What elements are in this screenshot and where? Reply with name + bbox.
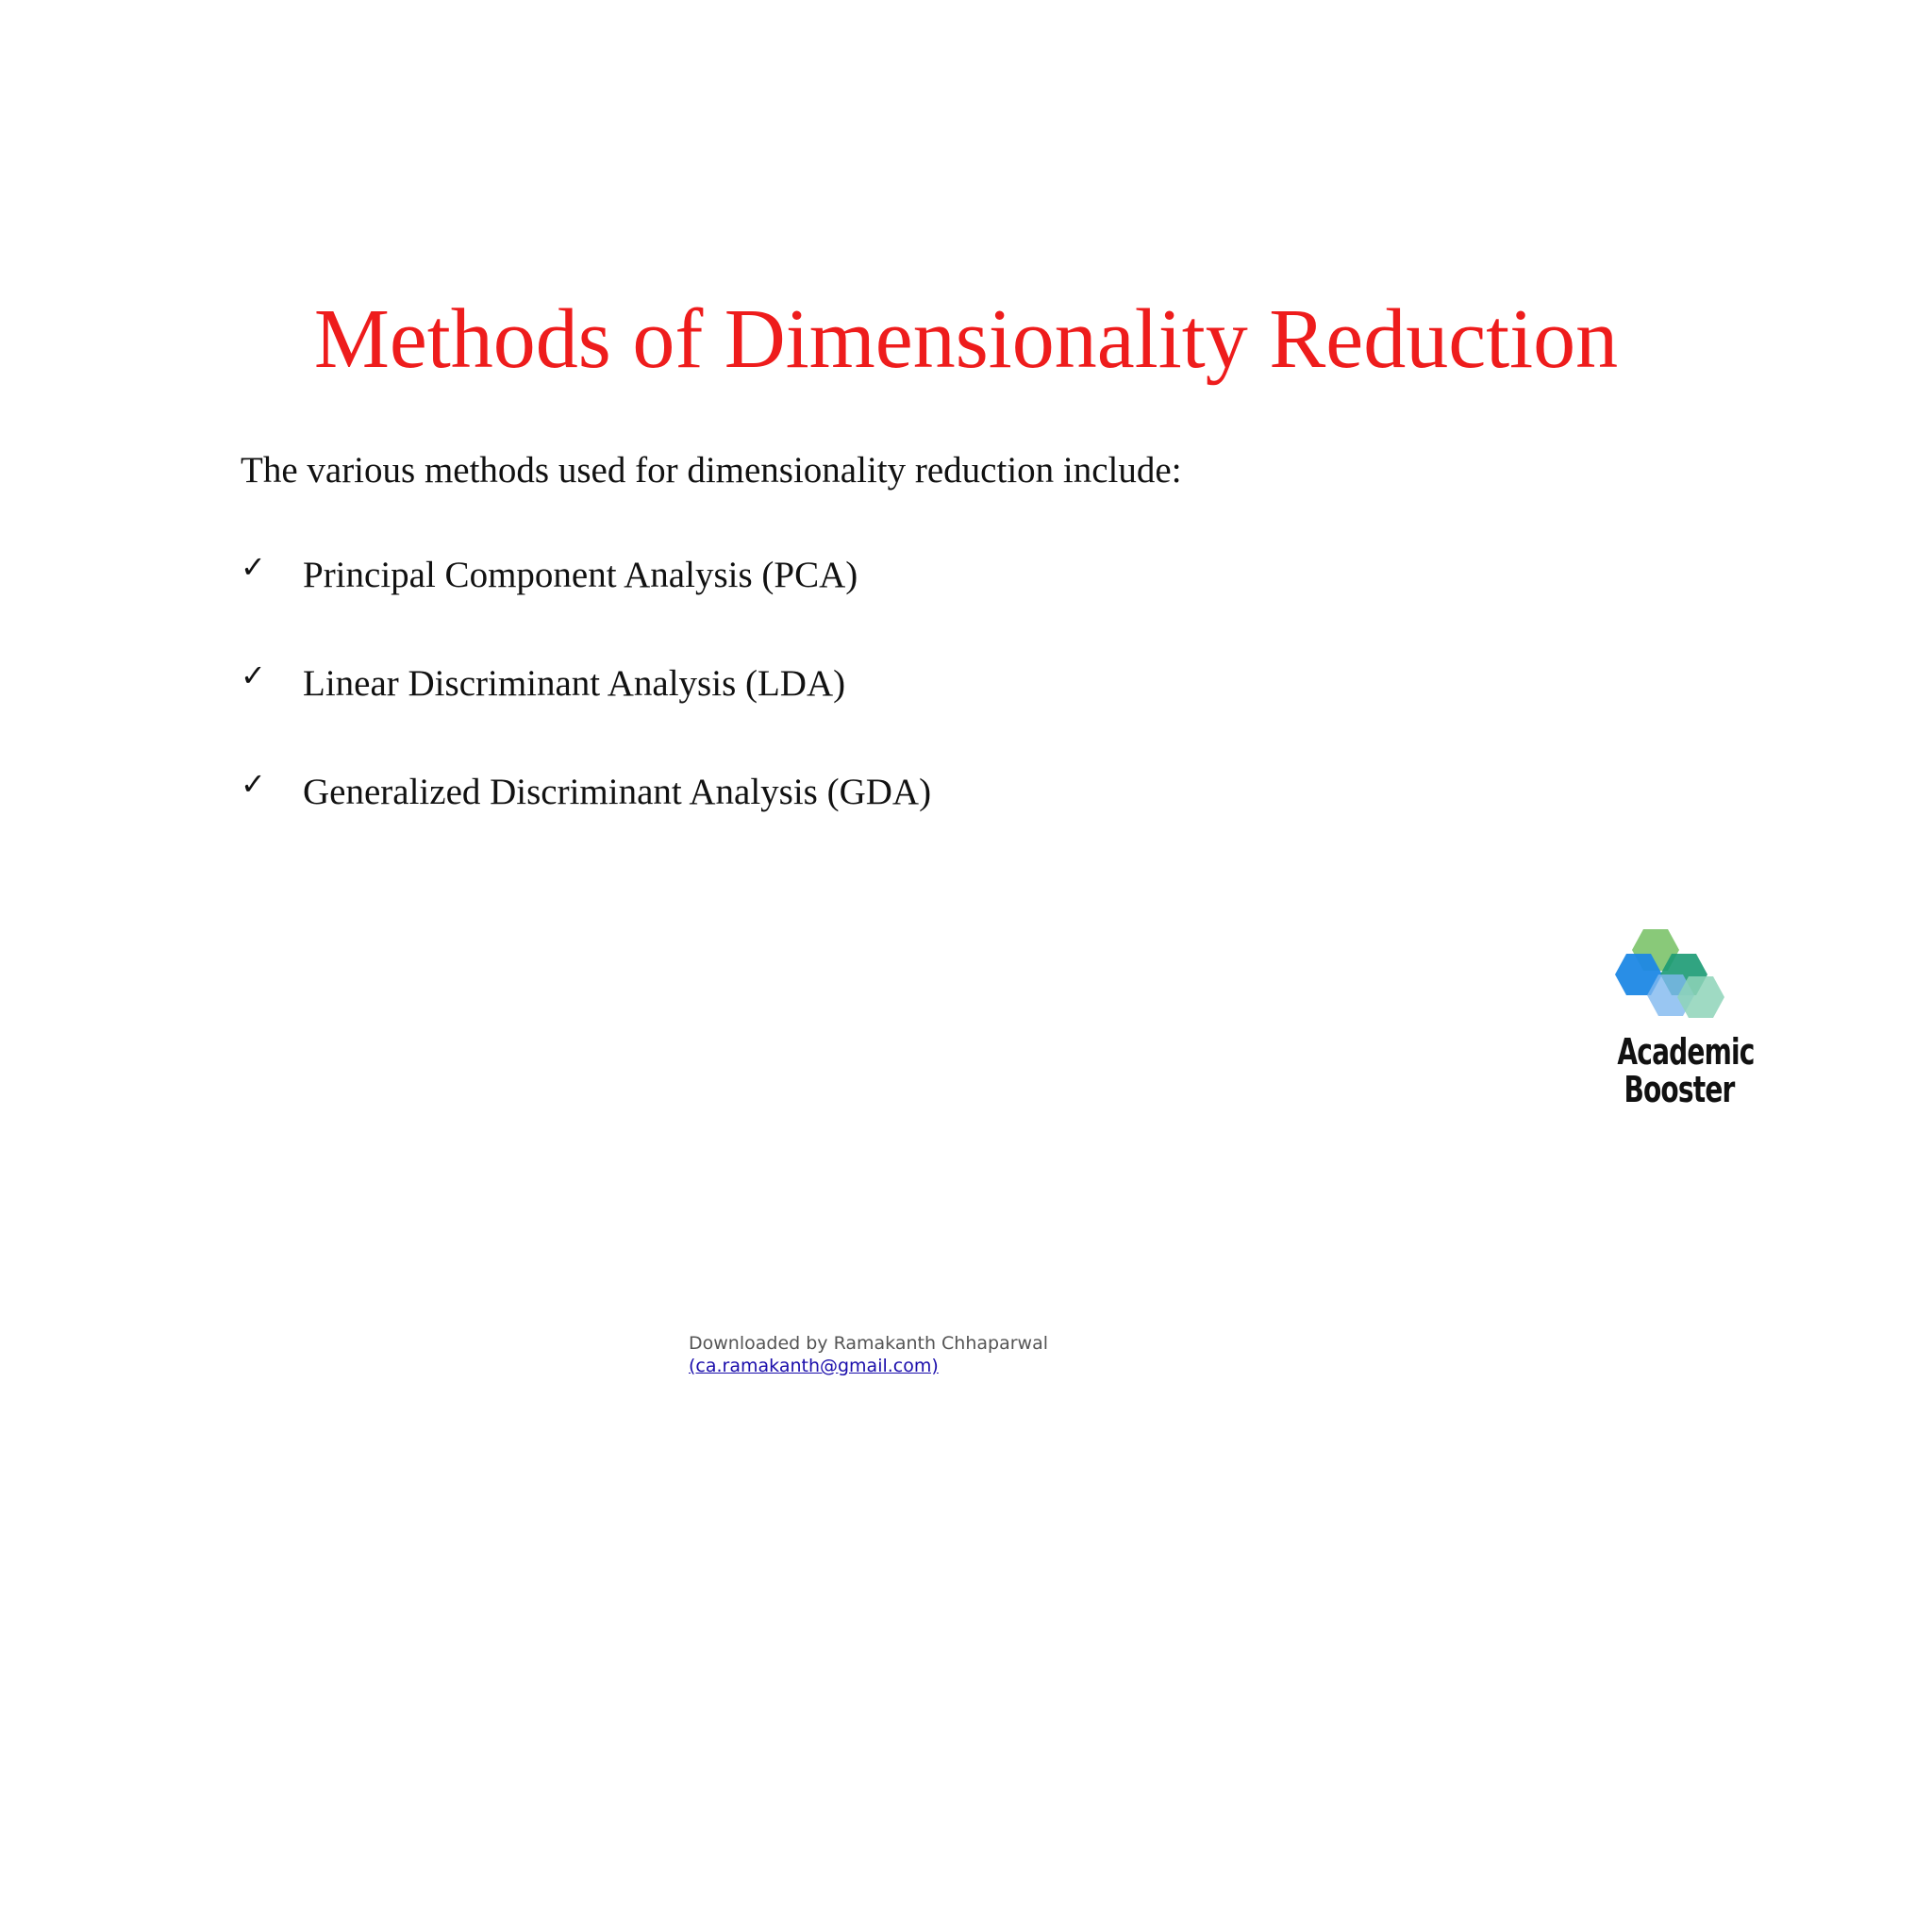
check-icon: ✓ xyxy=(241,766,266,802)
download-footer xyxy=(689,1332,1048,1377)
downloaded-by-text: Downloaded by Ramakanth Chhaparwal xyxy=(689,1333,1049,1354)
method-label-lda: Linear Discriminant Analysis (LDA) xyxy=(303,663,846,704)
page-title: Methods of Dimensionality Reduction xyxy=(313,292,1619,386)
logo-line-2: Booster xyxy=(1624,1069,1735,1110)
hexagon-logo-icon xyxy=(1613,929,1745,1033)
logo-line-1: Academic xyxy=(1617,1031,1755,1073)
logo-text xyxy=(1617,1031,1755,1110)
email-link[interactable]: (ca.ramakanth@gmail.com) xyxy=(689,1356,939,1376)
method-label-gda: Generalized Discriminant Analysis (GDA) xyxy=(303,772,932,812)
check-icon: ✓ xyxy=(241,549,266,585)
academic-booster-logo xyxy=(1604,929,1755,1118)
check-icon: ✓ xyxy=(241,658,266,693)
method-label-pca: Principal Component Analysis (PCA) xyxy=(303,555,858,595)
intro-text: The various methods used for dimensionality reduction include: xyxy=(241,450,1182,491)
